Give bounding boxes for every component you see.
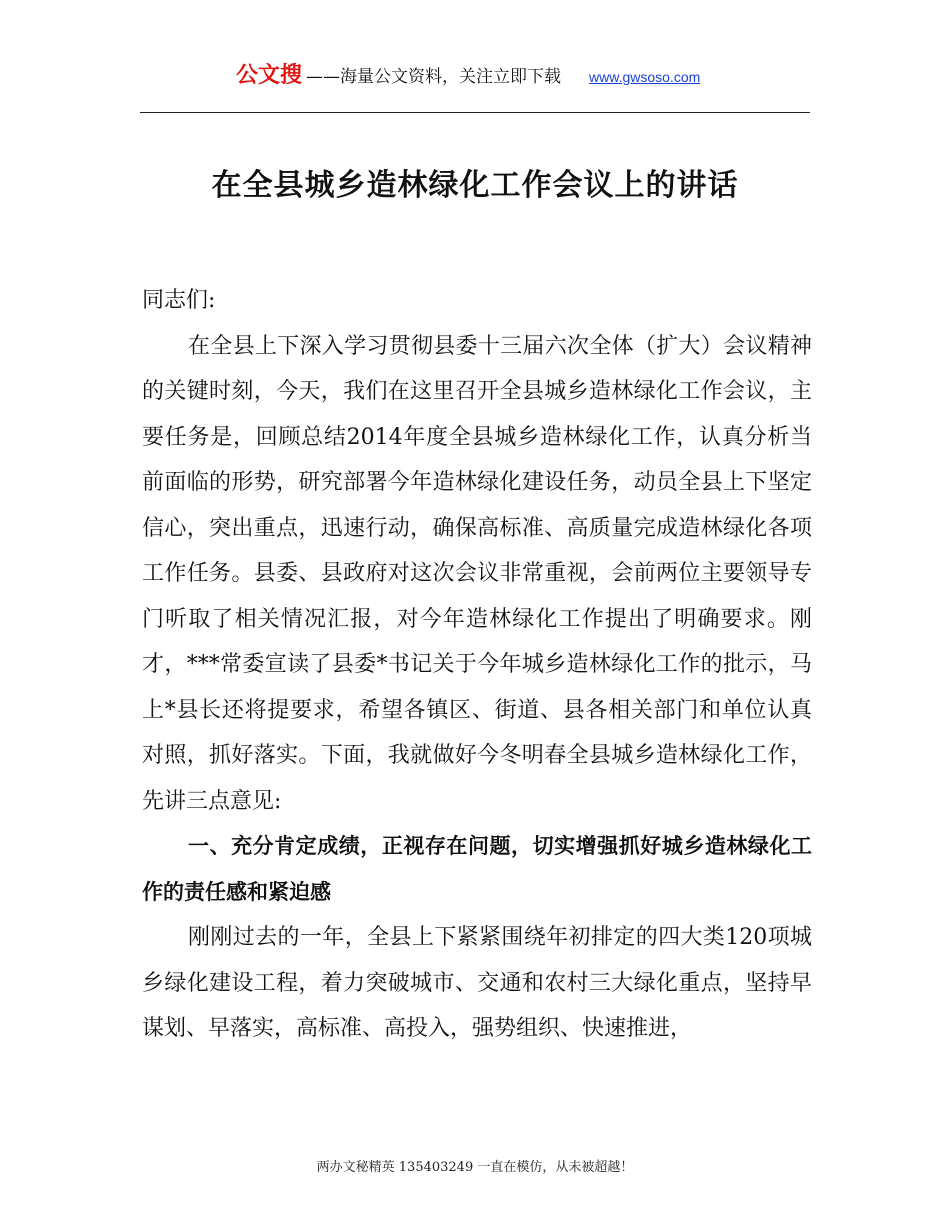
body-paragraph: 刚刚过去的一年，全县上下紧紧围绕年初排定的四大类120项城乡绿化建设工程，着力突破城市、交通和农村三大绿化重点，坚持早谋划、早落实，高标准、高投入，强势组织、快速推进，: [142, 925, 812, 1041]
header-slogan: ——海量公文资料，关注立即下载: [306, 67, 562, 87]
salutation: 同志们:: [142, 288, 216, 313]
body-paragraph: 在全县上下深入学习贯彻县委十三届六次全体（扩大）会议精神的关键时刻，今天，我们在这里召开全县城乡造林绿化工作会议，主要任务是，回顾总结2014年度全县城乡造林绿化工作，认真分析当前面临的形势，研究部署今年造林绿化建设任务，动员全县上下坚定信心，突出重点，迅速行动，确保高标准、高质量完成造林绿化各项工作任务。县委、县政府对这次会议非常重视，会前两位主要领导专门听取了相关情况汇报，对今年造林绿化工作提出了明确要求。刚才，***常委宣读了县委*书记关于今年城乡造林绿化工作的批示，马上*县长还将提要求，希望各镇区、街道、县各相关部门和单位认真对照，抓好落实。下面，我就做好今冬明春全县城乡造林绿化工作，先讲三点意见:: [142, 333, 812, 814]
brand-logo-text: 公文搜: [236, 63, 303, 88]
header-divider: [140, 112, 810, 113]
page-header: [140, 58, 810, 94]
section-heading: 一、充分肯定成绩，正视存在问题，切实增强抓好城乡造林绿化工作的责任感和紧迫感: [142, 834, 812, 904]
website-link[interactable]: www.gwsoso.com: [589, 69, 701, 85]
document-body: [142, 278, 812, 1052]
page-footer: 两办文秘精英 135403249 一直在模仿，从未被超越！: [316, 1160, 634, 1175]
document-title: 在全县城乡造林绿化工作会议上的讲话: [211, 168, 739, 203]
